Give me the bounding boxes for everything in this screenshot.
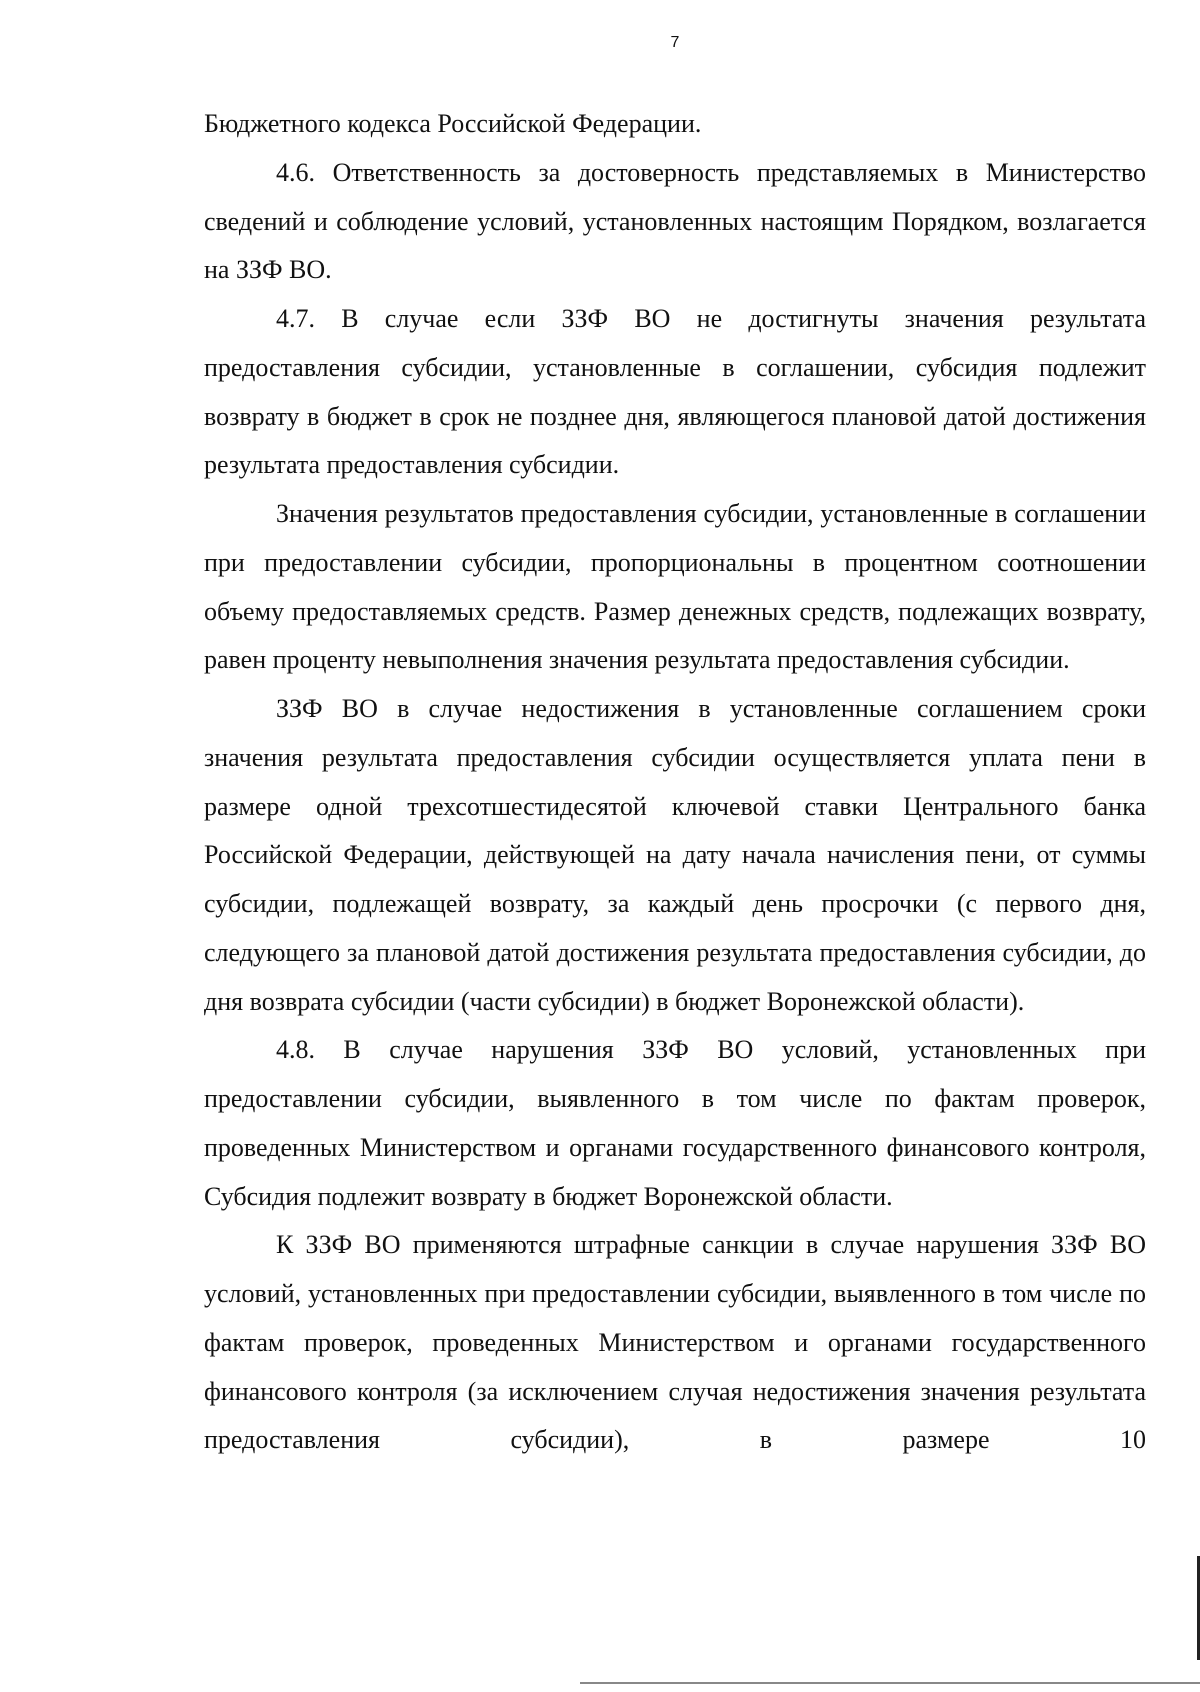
paragraph-fines: К ЗЗФ ВО применяются штрафные санкции в случае нарушения ЗЗФ ВО условий, установленных при предоставлении субсидии, выявленного в том числе по фактам проверок, проведенных Министерством и органами государственного финансового контроля (за исключением случая недостижения значения результата предоставления субсидии), в размере 10 [204, 1230, 1146, 1455]
scan-bottom-line [580, 1682, 1200, 1684]
paragraph-4-8: 4.8. В случае нарушения ЗЗФ ВО условий, установленных при предоставлении субсидии, выявленного в том числе по фактам проверок, проведенных Министерством и органами государственного финансового контроля, Субсидия подлежит возврату в бюджет Воронежской области. [204, 1035, 1146, 1211]
paragraph-penalty: ЗЗФ ВО в случае недостижения в установленные соглашением сроки значения результата предоставления субсидии осуществляется уплата пени в размере одной трехсотшестидесятой ключевой ставки Центрального банка Российской Федерации, действующей на дату начала начисления пени, от суммы субсидии, подлежащей возврату, за каждый день просрочки (с первого дня, следующего за плановой датой достижения результата предоставления субсидии, до дня возврата субсидии (части субсидии) в бюджет Воронежской области). [204, 694, 1146, 1016]
paragraph-continuation: Бюджетного кодекса Российской Федерации. [204, 109, 702, 138]
paragraph-4-7: 4.7. В случае если ЗЗФ ВО не достигнуты значения результата предоставления субсидии, установленные в соглашении, субсидия подлежит возврату в бюджет в срок не позднее дня, являющегося плановой датой достижения результата предоставления субсидии. [204, 304, 1146, 480]
document-body [204, 100, 1146, 1465]
paragraph-result-values: Значения результатов предоставления субсидии, установленные в соглашении при предоставлении субсидии, пропорциональны в процентном соотношении объему предоставляемых средств. Размер денежных средств, подлежащих возврату, равен проценту невыполнения значения результата предоставления субсидии. [204, 499, 1146, 675]
paragraph-4-6: 4.6. Ответственность за достоверность представляемых в Министерство сведений и соблюдение условий, установленных настоящим Порядком, возлагается на ЗЗФ ВО. [204, 157, 1146, 285]
page-number: 7 [670, 34, 680, 51]
